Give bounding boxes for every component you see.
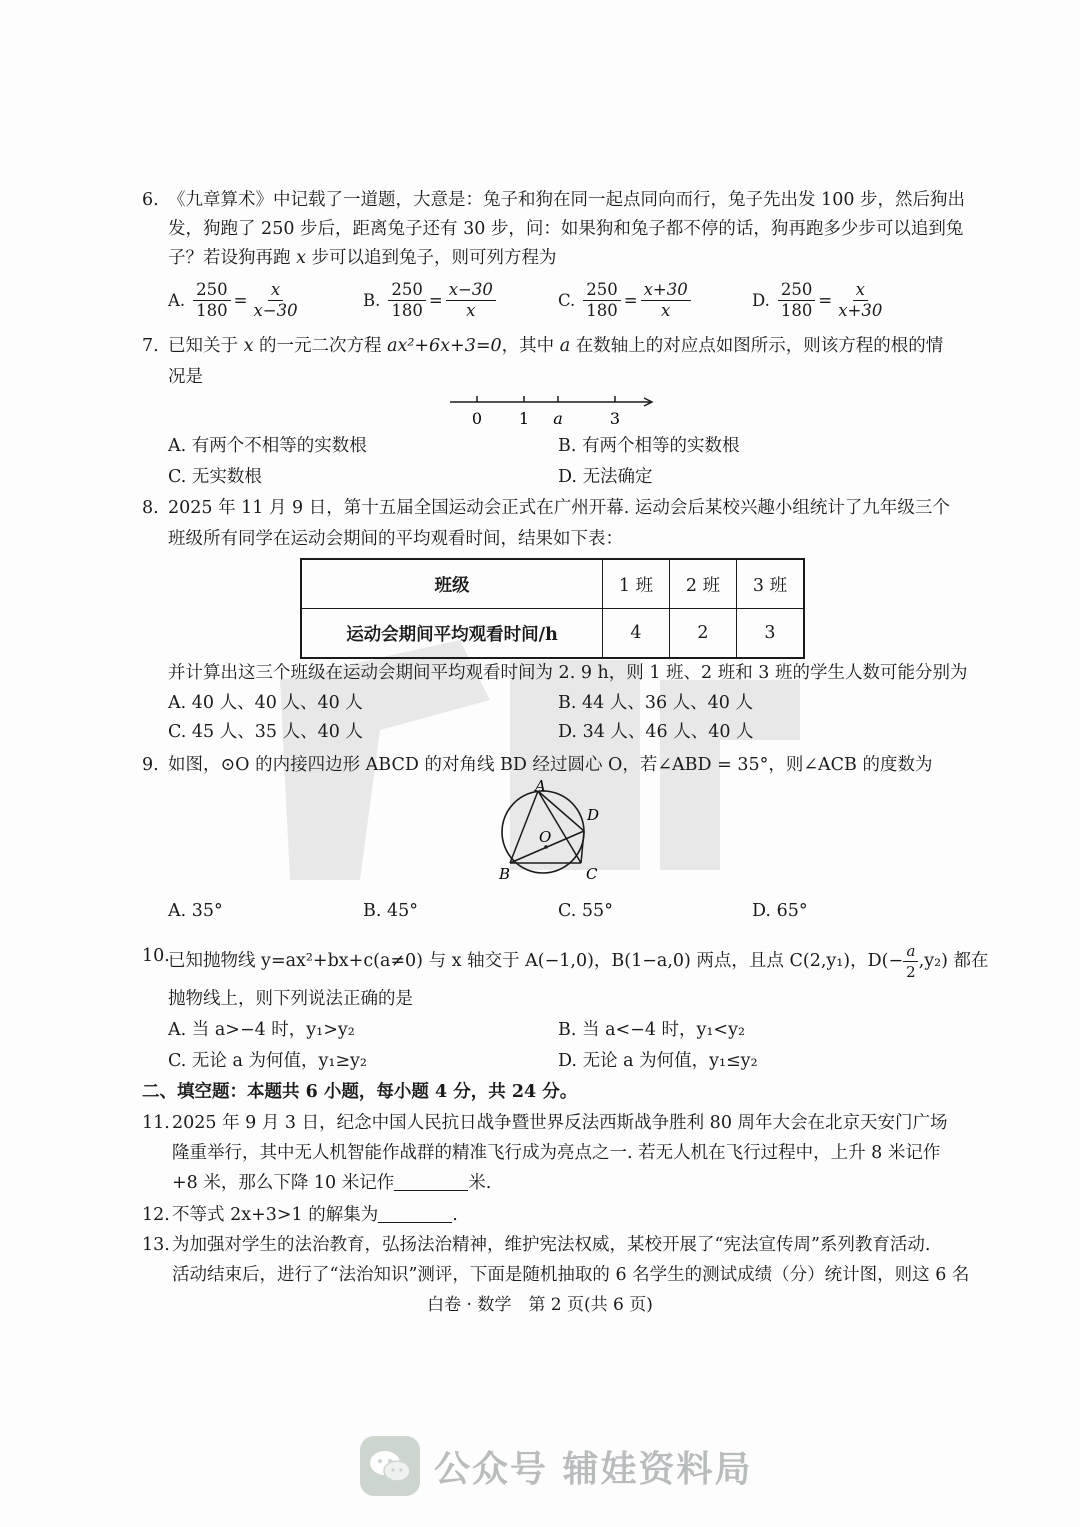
data-table <box>300 558 805 659</box>
question-number: 9. <box>142 755 159 775</box>
table-cell: 4 <box>603 609 670 659</box>
question-text: 已知关于 x 的一元二次方程 ax²+6x+3=0，其中 a 在数轴上的对应点如图所示，则该方程的根的情 <box>168 336 944 356</box>
point-label: O <box>539 828 552 846</box>
question-text: 2025 年 9 月 3 日，纪念中国人民抗日战争暨世界反法西斯战争胜利 80 周年大会在北京天安门广场 <box>172 1113 948 1133</box>
option-a[interactable]: A. 有两个不相等的实数根 <box>168 436 367 456</box>
table-header-cell: 班级 <box>301 559 603 609</box>
point-label: D <box>587 806 600 824</box>
option-d[interactable]: D. 65° <box>752 901 808 921</box>
axis-label: a <box>553 409 563 428</box>
question-text: 为加强对学生的法治教育，弘扬法治精神，维护宪法权威，某校开展了“宪法宣传周”系列教育活动. <box>172 1235 931 1255</box>
table-cell: 3 <box>737 609 805 659</box>
option-c[interactable]: C. 55° <box>558 901 613 921</box>
question-number: 12. <box>142 1205 170 1225</box>
question-text: 如图，⊙O 的内接四边形 ABCD 的对角线 BD 经过圆心 O，若∠ABD = 35°，则∠ACB 的度数为 <box>168 755 933 775</box>
question-text: 活动结束后，进行了“法治知识”测评，下面是随机抽取的 6 名学生的测试成绩（分）统计图，则这 6 名 <box>172 1265 970 1285</box>
option-d[interactable]: D. 无法确定 <box>558 467 653 487</box>
answer-blank[interactable] <box>394 1172 468 1191</box>
question-number: 13. <box>142 1235 170 1255</box>
question-text: 发，狗跑了 250 步后，距离兔子还有 30 步，问：如果狗和兔子都不停的话，狗再跑多少步可以追到兔 <box>168 219 964 239</box>
question-text: 子？若设狗再跑 x 步可以追到兔子，则可列方程为 <box>168 248 557 268</box>
option-c[interactable]: C. $\frac{250}{180}$ = $\frac{x+30}{x}$ <box>558 280 691 321</box>
table-row-label: 运动会期间平均观看时间/h <box>301 609 603 659</box>
question-text: 《九章算术》中记载了一道题，大意是：兔子和狗在同一起点同向而行，兔子先出发 100 步，然后狗出 <box>168 190 966 210</box>
question-text: 2025 年 11 月 9 日，第十五届全国运动会正式在广州开幕. 运动会后某校兴趣小组统计了九年级三个 <box>168 498 950 518</box>
table-header-cell: 1 班 <box>603 559 670 609</box>
question-number: 11. <box>142 1113 170 1133</box>
table-header-cell: 3 班 <box>737 559 805 609</box>
option-a[interactable]: A. $\frac{250}{180}$ = $\frac{x}{x-30}$ <box>168 280 298 320</box>
axis-label: 1 <box>518 409 530 428</box>
question-text: 况是 <box>168 367 203 387</box>
option-b[interactable]: B. 45° <box>363 901 419 921</box>
option-c[interactable]: C. 无论 a 为何值，y₁≥y₂ <box>168 1051 367 1071</box>
page-footer: 白卷 · 数学 第 2 页(共 6 页) <box>427 1295 653 1315</box>
option-d[interactable]: D. 34 人、46 人、40 人 <box>558 722 754 742</box>
question-text: 隆重举行，其中无人机智能作战群的精准飞行成为亮点之一. 若无人机在飞行过程中，上升 8 米记作 <box>172 1143 941 1163</box>
point-label: C <box>586 865 598 883</box>
option-c[interactable]: C. 45 人、35 人、40 人 <box>168 722 363 742</box>
axis-label: 0 <box>471 409 483 428</box>
watermark <box>360 1436 753 1496</box>
point-label: A <box>535 780 546 795</box>
question-text: +8 米，那么下降 10 米记作 米. <box>172 1173 492 1193</box>
option-a[interactable]: A. 35° <box>168 901 223 921</box>
point-label: B <box>499 865 511 883</box>
axis-label: 3 <box>609 409 621 428</box>
circle-figure <box>488 780 608 886</box>
table-cell: 2 <box>670 609 737 659</box>
option-a[interactable]: A. 当 a>−4 时，y₁>y₂ <box>168 1020 355 1040</box>
number-line-figure <box>445 392 660 432</box>
question-number: 8. <box>142 498 159 518</box>
question-number: 6. <box>142 190 159 210</box>
wechat-icon <box>360 1436 420 1496</box>
section-heading: 二、填空题：本题共 6 小题，每小题 4 分，共 24 分。 <box>142 1082 578 1102</box>
question-text: 已知抛物线 y=ax²+bx+c(a≠0) 与 x 轴交于 A(−1,0)，B(1−a,0) 两点，且点 C(2,y₁)，D(− $\frac{a}{2}$ ,y₂) 都在 <box>168 942 989 981</box>
answer-blank[interactable] <box>378 1204 452 1223</box>
option-d[interactable]: D. 无论 a 为何值，y₁≤y₂ <box>558 1051 758 1071</box>
option-b[interactable]: B. 有两个相等的实数根 <box>558 436 740 456</box>
table-header-cell: 2 班 <box>670 559 737 609</box>
option-b[interactable]: B. 44 人、36 人、40 人 <box>558 693 754 713</box>
option-c[interactable]: C. 无实数根 <box>168 467 262 487</box>
watermark-text: 公众号 辅娃资料局 <box>434 1448 753 1490</box>
question-number: 10. <box>142 946 170 966</box>
option-b[interactable]: B. 当 a<−4 时，y₁<y₂ <box>558 1020 746 1040</box>
question-number: 7. <box>142 336 159 356</box>
question-text: 不等式 2x+3>1 的解集为 . <box>172 1205 458 1225</box>
option-a[interactable]: A. 40 人、40 人、40 人 <box>168 693 363 713</box>
option-d[interactable]: D. $\frac{250}{180}$ = $\frac{x}{x+30}$ <box>752 280 883 320</box>
question-text: 并计算出这三个班级在运动会期间平均观看时间为 2. 9 h，则 1 班、2 班和 3 班的学生人数可能分别为 <box>168 663 968 683</box>
question-text: 班级所有同学在运动会期间的平均观看时间，结果如下表： <box>168 529 623 549</box>
option-b[interactable]: B. $\frac{250}{180}$ = $\frac{x-30}{x}$ <box>363 280 496 321</box>
question-text: 抛物线上，则下列说法正确的是 <box>168 989 413 1009</box>
